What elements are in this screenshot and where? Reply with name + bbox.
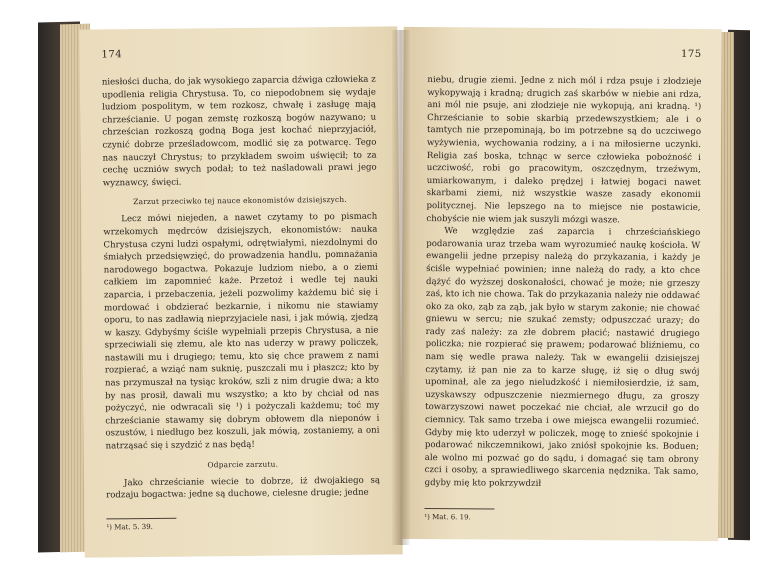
section-heading: Zarzut przeciwko tej nauce ekonomistów dzisiejszych. — [133, 195, 347, 207]
right-page — [400, 27, 722, 541]
paragraph: niebu, drugie ziemi. Jedne z nich mól i rdza psuje i złodzieje wykopywają i kradną; drugich zaś skarbów w niebie ani rdza, ani mól nie psuje, ani złodzieje nie wykopują, ani kradną. ¹) Chrześcianie to sobie skarbią przedewszystkiem; ale i o tamtych nie przepominają, bo im potrzebne są do uczciwego wyżywienia, wychowania rodziny, a i na miłosierne uczynki. Religia zaś boska, tchnąc w serce człowieka pobożność i uczciwość, robi go pracowitym, oszczędnym, trzeźwym, umiarkowanym, i daleko prędzej i łatwiej bogaci nawet skarbami ziemi, niż wszystkie wasze zasady ekonomii politycznej. Nie lepszego na to miejsce nie postawicie, chobyście nie wiem jak suszyli mózgi wasze. — [426, 75, 702, 225]
paragraph: niesłości ducha, do jak wysokiego zaparcia dźwiga człowieka z upodlenia religia Chrystusa. To, co niepodobnem się wydaje ludziom pospolitym, w tem rozkosz, chwałę i zasługę mają chrześcianie. U pogan zemstę rozkoszą bogów nazywano; u chrześcian rozkoszą godną Boga jest kochać nieprzyjaciół, czynić dobrze prześladowcom, modlić się za potwarcę. Tego nas nauczył Chrystus; to przykładem swoim uświęcił; to za cechę uczniów swych podał; to też naśladowali prawi jego wyznawcy, święci. — [101, 74, 377, 189]
paragraph: Jako chrześcianie wiecie to dobrze, iż dwojakiego są rodzaju bogactwa: jedne są duchowe, cielesne drugie; jedne — [106, 475, 381, 501]
page-number-right: 175 — [680, 48, 702, 60]
footnote: ¹) Mat. 5. 39. — [106, 522, 153, 532]
page-number-left: 174 — [101, 49, 123, 61]
book-gutter — [392, 30, 410, 545]
footnote: ¹) Mat. 6. 19. — [424, 512, 471, 521]
paragraph: Lecz mówi niejeden, a nawet czytamy to po pismach wrzekomych mędrców dzisiejszych, ekonomistów: nauka Chrystusa czyni ludzi ospałymi, odrętwiałymi, niezdolnymi do śmiałych przedsięwzięć, do prowadzenia handlu, pomnażania narodowego bogactwa. Pokazuje ludziom niebo, a o ziemi całkiem im zapomnieć każe. Przetoż i wedle tej nauki zaparcia, i przebaczenia, jeżeli pozwolimy każdemu bić się i mordować i obdzierać bezkarnie, i nikomu nie stawiamy oporu, to nas zadławią nieprzyjaciele nasi, i jak mówią, zjedzą w kaszy. Gdybyśmy ściśle wypełniali przepis Chrystusa, a nie sprzeciwiali się złemu, ale kto nas uderzy w prawy policzek, nastawili mu i drugiego; temu, kto się chce prawem z nami rozpierać, a wziąć nam suknię, puszczali mu i płaszcz; kto by nas przymuszał na tysiąc kroków, szli z nim drugie dwa; a kto by nas prosił, dawali mu wszystko; a kto by chciał od nas pożyczyć, nie odwracali się ¹) i pożyczali każdemu; toć my chrześcianie stawamy się dobrym obłowem dla nieponów i oszustów, i niedługo bez koszuli, jak mówią, zostaniemy, a oni natrząsać się i szydzić z nas będą! — [103, 211, 380, 452]
paragraph: We względzie zaś zaparcia i chrześciańskiego podarowania uraz trzeba wam wyrozumieć naukę kościoła. W ewangelii jedne przepisy należą do przykazania, i każdy je ściśle wypełniać powinien; inne należą do rady, a kto chce dążyć do wyższej doskonałości, chować je może; nie grzeszy zaś, kto ich nie chowa. Tak do przykazania należy nie oddawać oko za oko, ząb za ząb, jak było w starym zakonie; nie chować gniewu w sercu; nie szukać zemsty; odpuszczać urazy; do rady zaś należy: za złe dobrem płacić; nastawić drugiego policzka; nie rozpierać się prawem; podarować bliźniemu, co nam się wedle prawa należy. Tak w ewangelii dzisiejszej czytamy, iż pan nie za to karze sługę, iż się o dług swój upominał, ale za jego nieludzkość i niemiłosierdzie, iż sam, uzyskawszy odpuszczenie niezmiernego długu, za groszy towarzyszowi nawet poczekać nie chciał, ale wrzucił go do ciemnicy. Tak samo trzeba i owe miejsca ewangelii rozumieć. Gdyby mię kto uderzył w policzek, mogę to znieść spokojnie i podarować nikczemnikowi, jako zniósł spokojnie ks. Boduen; ale wolno mi pozwać go do sądu, i domagać się tam obrony czci i osoby, a sprawiedliwego skarcenia nędznika. Tak samo, gdyby mię kto pokrzywdził — [424, 226, 701, 489]
left-page — [79, 26, 403, 557]
section-heading: Odparcie zarzutu. — [207, 459, 279, 469]
footnote-rule — [106, 518, 176, 520]
footnote-rule — [424, 508, 494, 509]
